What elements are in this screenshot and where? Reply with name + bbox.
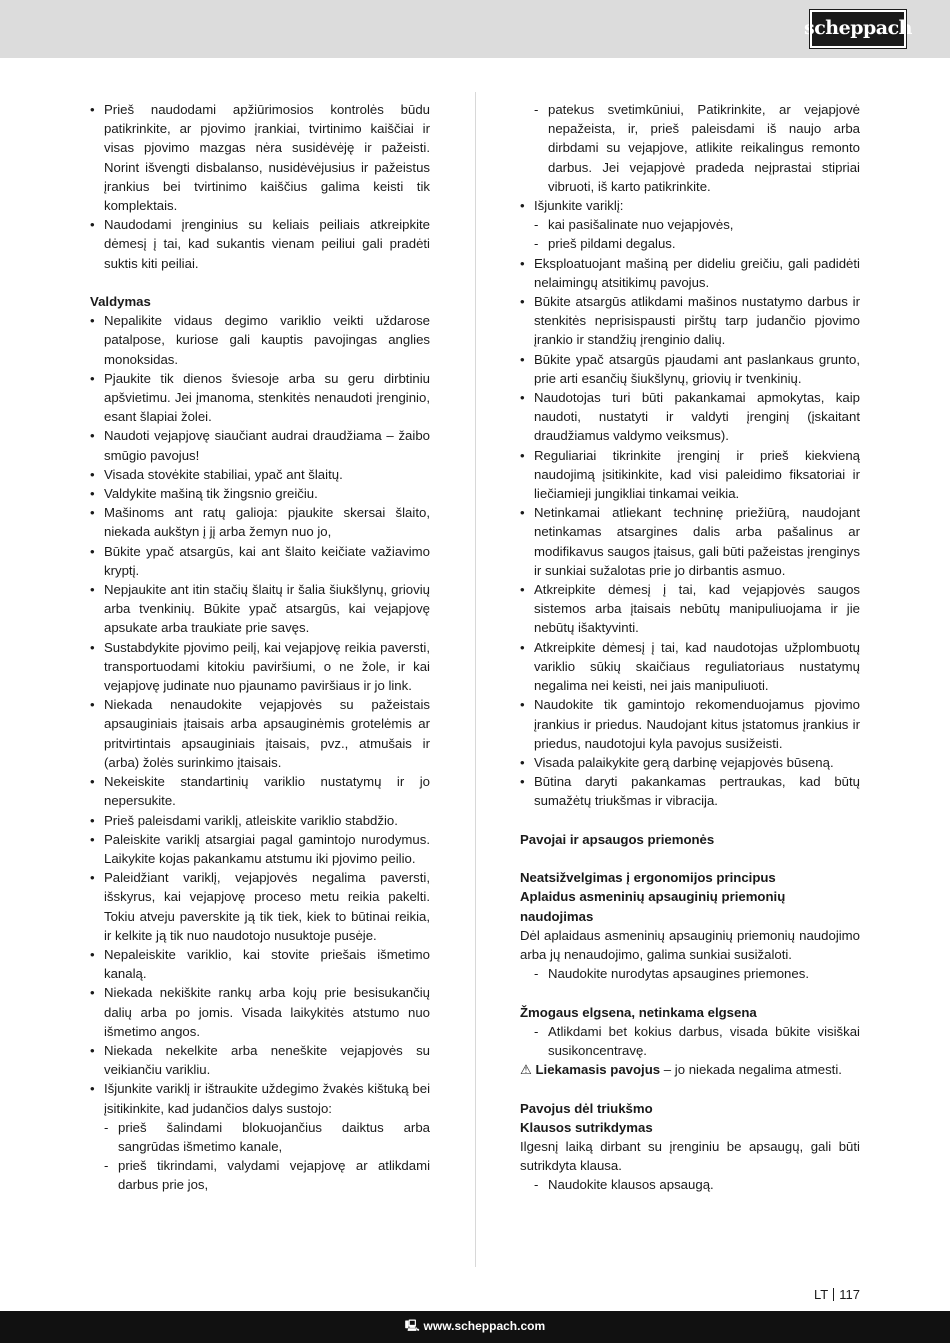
list-item: • Niekada nenaudokite vejapjovės su pažeistais apsauginiais įtaisais arba apsauginėmis grotelėmis ar pritvirtintais apsauginiais įtaisais, pvz., atmušais ir (arba) žolės surinkimo įtaisais. <box>90 695 430 772</box>
list-item: • Paleidžiant variklį, vejapjovės negalima paversti, išskyrus, kai vejapjovę proceso metu reikia pakelti. Tokiu atveju paverskite ją tik tiek, kiek to būtinai reikia, ir kelkite ją tik nuo naudotojo nusuktoje pusėje. <box>90 868 430 945</box>
section-heading-ergonomija: Neatsižvelgimas į ergonomijos principus <box>520 870 776 886</box>
sub-list-item: - prieš šalindami blokuojančius daiktus arba sangrūdas išmetimo kanale, <box>90 1118 430 1156</box>
footer-url[interactable]: www.scheppach.com <box>423 1319 546 1334</box>
list-item: • Išjunkite variklį: <box>520 196 860 215</box>
list-item: • Reguliariai tikrinkite įrenginį ir prieš kiekvieną naudojimą įsitikinkite, kad visi paleidimo fiksatoriai ir liečiamieji jungikliai tinkamai veikia. <box>520 446 860 504</box>
list-item: • Būtina daryti pakankamas pertraukas, kad būtų sumažėtų triukšmas ir vibracija. <box>520 772 860 810</box>
dash-list-zmogaus <box>520 1022 860 1060</box>
list-item: • Pjaukite tik dienos šviesoje arba su geru dirbtiniu apšvietimu. Jei įmanoma, stenkitės nenaudoti įrenginio, esant šlapiai žolei. <box>90 369 430 427</box>
list-item: • Paleiskite variklį atsargiai pagal gamintojo nurodymus. Laikykite kojas pakankamu atstumu iki pjovimo peilio. <box>90 830 430 868</box>
list-item: • Atkreipkite dėmesį į tai, kad vejapjovės saugos sistemos arba įtaisais nebūtų manipuliuojama ir jie nebūtų išaktyvinti. <box>520 580 860 638</box>
list-item: • Eksploatuojant mašiną per dideliu greičiu, gali padidėti nelaimingų atsitikimų pavojus. <box>520 254 860 292</box>
list-item: • Atkreipkite dėmesį į tai, kad naudotojas užplombuotų variklio sūkių skaičiaus reguliatoriaus nustatymų negalima nei keisti, nei jais manipuliuoti. <box>520 638 860 696</box>
bullet-list-intro <box>90 100 430 273</box>
sub-list-item: - prieš tikrindami, valydami vejapjovę ar atlikdami darbus prie jos, <box>90 1156 430 1194</box>
list-item: • Niekada nekiškite rankų arba kojų prie besisukančių dalių arba po jomis. Visada laikykitės atstumo nuo išmetimo angos. <box>90 983 430 1041</box>
sub-list-item: - kai pasišalinate nuo vejapjovės, <box>520 215 860 234</box>
list-item: • Visada palaikykite gerą darbinę vejapjovės būseną. <box>520 753 860 772</box>
page-number-value: 117 <box>839 1287 860 1302</box>
sub-list-item: - Naudokite klausos apsaugą. <box>520 1175 860 1194</box>
sub-list-item: - Atlikdami bet kokius darbus, visada būkite visiškai susikoncentravę. <box>520 1022 860 1060</box>
list-item: • Būkite ypač atsargūs pjaudami ant paslankaus grunto, prie arti esančių šiukšlynų, griovių ir tvenkinių. <box>520 350 860 388</box>
section-heading-triuksmo: Pavojus dėl triukšmo <box>520 1100 653 1116</box>
list-item: • Naudoti vejapjovę siaučiant audrai draudžiama – žaibo smūgio pavojus! <box>90 426 430 464</box>
list-item: • Naudokite tik gamintojo rekomenduojamus pjovimo įrankius ir priedus. Naudojant kitus įstatomus įrankius ir priedus, naudotojui kyla pavojus susižeisti. <box>520 695 860 753</box>
list-item: • Nepalikite vidaus degimo variklio veikti uždarose patalpose, kuriose gali kauptis pavojingas anglies monoksidas. <box>90 311 430 369</box>
scheppach-logo: scheppach <box>810 10 906 48</box>
list-item: • Mašinoms ant ratų galioja: pjaukite skersai šlaito, niekada aukštyn į jį arba žemyn nuo jo, <box>90 503 430 541</box>
paragraph-aplaidus: Dėl aplaidaus asmeninių apsauginių priemonių naudojimo arba jų nenaudojimo, galima sunkiai susižaloti. <box>520 927 860 962</box>
list-item: • Prieš paleisdami variklį, atleiskite variklio stabdžio. <box>90 811 430 830</box>
list-item: • Išjunkite variklį ir ištraukite uždegimo žvakės kištuką bei įsitikinkite, kad judančios dalys sustojo: <box>90 1079 430 1117</box>
header-bar <box>0 0 950 58</box>
dash-list-klausos <box>520 1175 860 1194</box>
sub-list-item: - Naudokite nurodytas apsaugines priemones. <box>520 964 860 983</box>
list-item: • Visada stovėkite stabiliai, ypač ant šlaitų. <box>90 465 430 484</box>
monitor-icon: 🖳︎ <box>404 1320 420 1333</box>
page-lang: LT <box>814 1287 829 1302</box>
section-heading-zmogaus-elgsena: Žmogaus elgsena, netinkama elgsena <box>520 1004 757 1020</box>
sub-list-item: - patekus svetimkūniui, Patikrinkite, ar vejapjovė nepažeista, ir, prieš paleisdami iš naujo arba dirbdami su vejapjove, atlikite reikalingus remonto darbus. Jei vejapjovė pradeda neįprastai stipriai vibruoti, iš karto patikrinkite. <box>520 100 860 196</box>
bullet-list-valdymas <box>90 311 430 1194</box>
list-item: • Nepaleiskite variklio, kai stovite priešais išmetimo kanalą. <box>90 945 430 983</box>
section-heading-klausos: Klausos sutrikdymas <box>520 1119 653 1135</box>
right-column <box>520 100 860 1195</box>
page-number <box>814 1285 860 1304</box>
residual-risk-text: – jo niekada negalima atmesti. <box>660 1062 842 1078</box>
footer-bar <box>0 1311 950 1343</box>
section-heading-aplaidus: Aplaidus asmeninių apsauginių priemonių naudojimas <box>520 889 786 924</box>
list-item: • Naudodami įrenginius su keliais peiliais atkreipkite dėmesį į tai, kad sukantis vienam peiliui gali pradėti suktis kiti peiliai. <box>90 215 430 273</box>
left-column <box>90 100 430 1195</box>
section-heading-valdymas: Valdymas <box>90 294 151 310</box>
list-item: • Nekeiskite standartinių variklio nustatymų ir jo nepersukite. <box>90 772 430 810</box>
column-divider <box>475 92 476 1267</box>
list-item: • Nepjaukite ant itin stačių šlaitų ir šalia šiukšlynų, griovių arba tvenkinių. Būkite ypač atsargūs, kai vejapjovę apsukate arba traukiate prie savęs. <box>90 580 430 638</box>
list-item: • Sustabdykite pjovimo peilį, kai vejapjovę reikia paversti, transportuodami kitokiu paviršiumi, o ne žole, ir kai vejapjovę judinate nuo pjaunamo paviršiaus ir jo link. <box>90 638 430 696</box>
bullet-list-right <box>520 100 860 811</box>
list-item: • Naudotojas turi būti pakankamai apmokytas, kaip naudoti, nustatyti ir valdyti įrenginį (įskaitant draudžiamus valdymo veiksmus). <box>520 388 860 446</box>
list-item: • Būkite atsargūs atlikdami mašinos nustatymo darbus ir stenkitės neprisispausti pirštų tarp judančio pjovimo įrankio ir standžių įrenginio dalių. <box>520 292 860 350</box>
list-item: • Netinkamai atliekant techninę priežiūrą, naudojant netinkamas atsargines dalis arba pašalinus ar modifikavus saugos įtaisus, gali būti pažeistas įrenginys ir sunkiai sužalotas prie jo dirbantis asmuo. <box>520 503 860 580</box>
sub-list-item: - prieš pildami degalus. <box>520 234 860 253</box>
dash-list-aplaidus <box>520 964 860 983</box>
list-item: • Būkite ypač atsargūs, kai ant šlaito keičiate važiavimo kryptį. <box>90 542 430 580</box>
warning-icon: ⚠ <box>520 1062 532 1078</box>
residual-risk-label: Liekamasis pavojus <box>535 1062 661 1078</box>
residual-risk-note <box>520 1060 860 1079</box>
list-item: • Valdykite mašiną tik žingsnio greičiu. <box>90 484 430 503</box>
list-item: • Prieš naudodami apžiūrimosios kontrolės būdu patikrinkite, ar pjovimo įrankiai, tvirtinimo kaiščiai ir visas pjovimo mazgas nėra susidėvėję ir pažeisti. Norint išvengti disbalanso, nusidėvėjusius ir pažeistus įrankius bei tvirtinimo kaiščius galima keisti tik komplektais. <box>90 100 430 215</box>
paragraph-klausos: Ilgesnį laiką dirbant su įrenginiu be apsaugų, gali būti sutrikdyta klausa. <box>520 1138 860 1174</box>
list-item: • Niekada nekelkite arba neneškite vejapjovės su veikiančiu varikliu. <box>90 1041 430 1079</box>
section-heading-pavojai: Pavojai ir apsaugos priemonės <box>520 831 715 847</box>
